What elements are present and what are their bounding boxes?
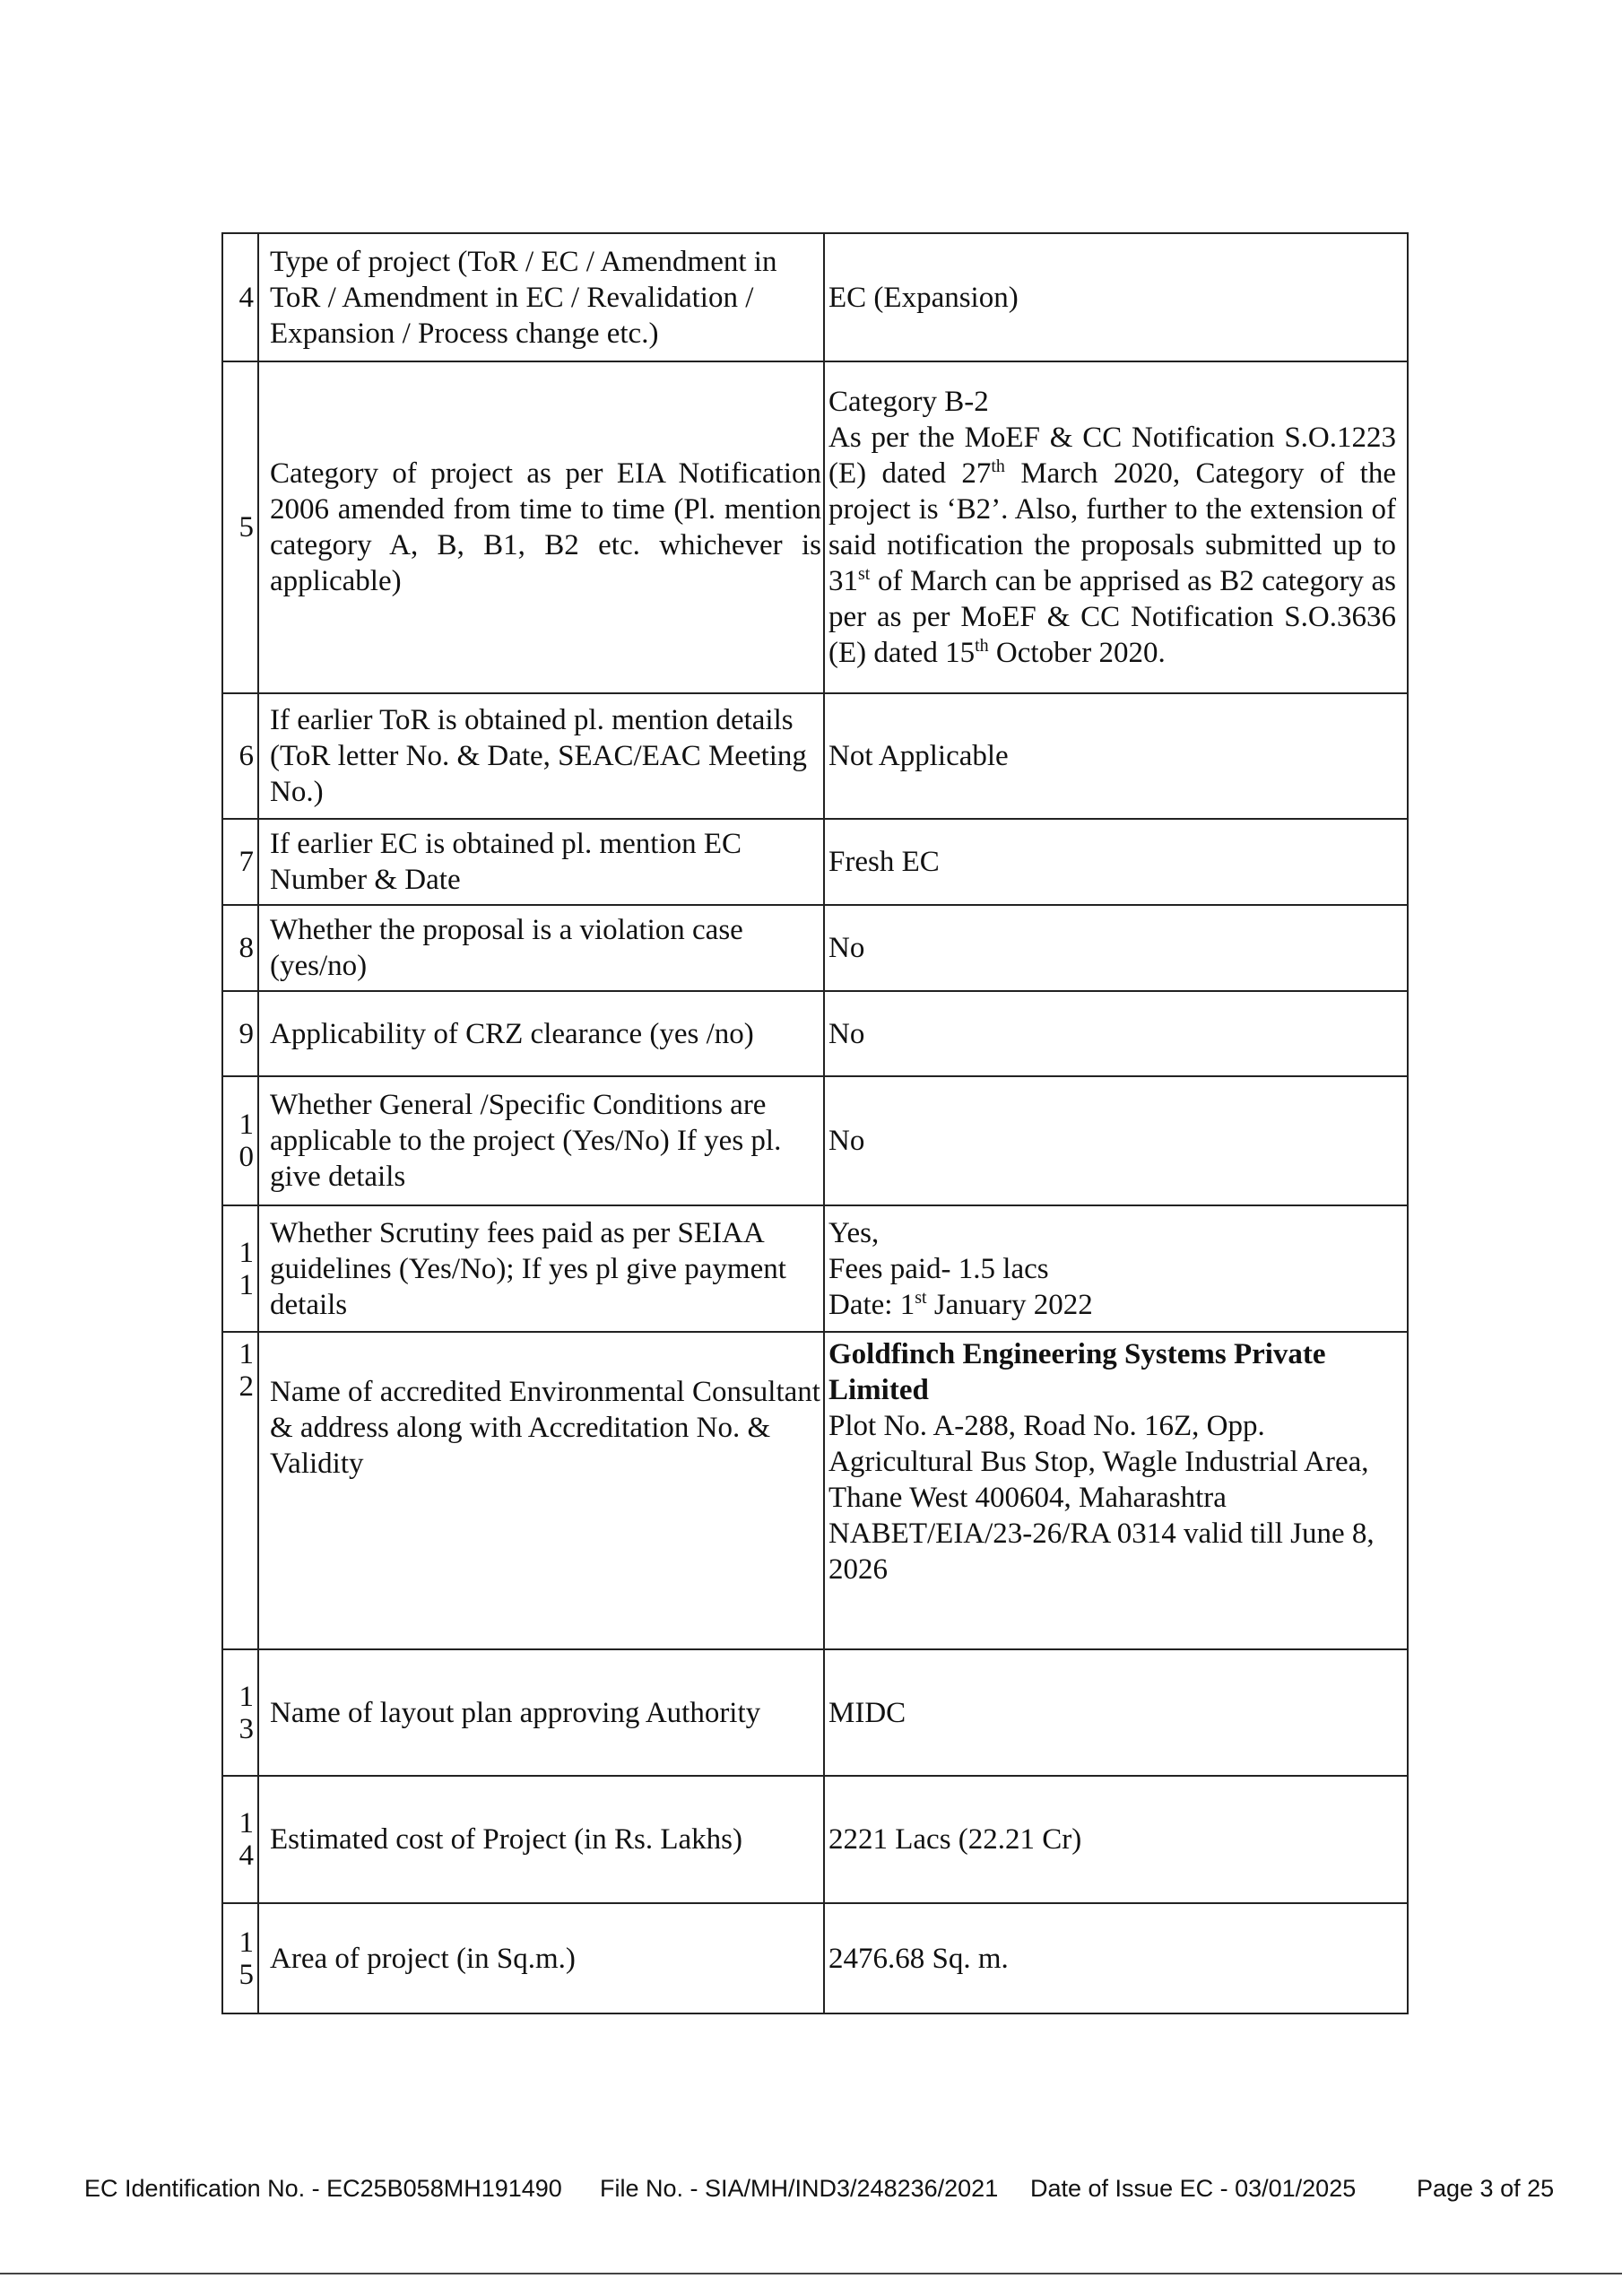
- table-row: [222, 1076, 1408, 1205]
- row-answer: No: [824, 1076, 1408, 1205]
- row-number: 5: [222, 361, 258, 693]
- table-row: [222, 1332, 1408, 1649]
- row-answer: [824, 1205, 1408, 1332]
- ordinal-suffix: th: [991, 457, 1005, 476]
- table-row: [222, 361, 1408, 693]
- table-row: [222, 233, 1408, 361]
- row-question: Area of project (in Sq.m.): [258, 1903, 824, 2013]
- ec-identification: EC Identification No. - EC25B058MH191490: [84, 2175, 562, 2202]
- details-table: [221, 232, 1409, 2014]
- row-question: Name of accredited Environmental Consultant & address along with Accreditation No. & Validity: [258, 1332, 824, 1649]
- row-number: 7: [222, 819, 258, 905]
- fees-date: Date: 1st January 2022: [828, 1287, 1093, 1321]
- consultant-name: Goldfinch Engineering Systems Private Limited: [828, 1338, 1326, 1406]
- row-answer: EC (Expansion): [824, 233, 1408, 361]
- answer-text: March 2020, Category of the project is ‘B2’. Also, further to the extension of said notification the proposals submitted up to 31: [828, 457, 1396, 597]
- table-row: [222, 1776, 1408, 1903]
- row-number: 9: [222, 991, 258, 1076]
- row-question: Type of project (ToR / EC / Amendment in ToR / Amendment in EC / Revalidation / Expansion / Process change etc.): [258, 233, 824, 361]
- table-row: [222, 1205, 1408, 1332]
- row-question: Whether the proposal is a violation case (yes/no): [258, 905, 824, 991]
- issue-date: Date of Issue EC - 03/01/2025: [1030, 2175, 1357, 2202]
- row-question: If earlier EC is obtained pl. mention EC Number & Date: [258, 819, 824, 905]
- row-question: If earlier ToR is obtained pl. mention details (ToR letter No. & Date, SEAC/EAC Meeting No.): [258, 693, 824, 819]
- row-question: Applicability of CRZ clearance (yes /no): [258, 991, 824, 1076]
- row-number: 8: [222, 905, 258, 991]
- answer-text: October 2020.: [988, 637, 1166, 669]
- row-number: 1 4: [222, 1776, 258, 1903]
- table-row: [222, 819, 1408, 905]
- row-number: 1 2: [222, 1332, 258, 1649]
- row-number: 4: [222, 233, 258, 361]
- consultant-address: Plot No. A-288, Road No. 16Z, Opp. Agricultural Bus Stop, Wagle Industrial Area, Thane West 400604, Maharashtra: [828, 1410, 1369, 1514]
- row-question: Name of layout plan approving Authority: [258, 1649, 824, 1776]
- answer-text: As per the MoEF & CC Notification S.O.1223 (E) dated 27: [828, 422, 1396, 490]
- ordinal-suffix: th: [975, 636, 989, 656]
- row-question: Whether General /Specific Conditions are applicable to the project (Yes/No) If yes pl. give details: [258, 1076, 824, 1205]
- table-row: [222, 1903, 1408, 2013]
- row-answer: [824, 361, 1408, 693]
- row-answer: 2221 Lacs (22.21 Cr): [824, 1776, 1408, 1903]
- fees-status: Yes,: [828, 1216, 880, 1249]
- table-row: [222, 1649, 1408, 1776]
- row-answer: MIDC: [824, 1649, 1408, 1776]
- row-question: Category of project as per EIA Notification 2006 amended from time to time (Pl. mention category A, B, B1, B2 etc. whichever is applicable): [258, 361, 824, 693]
- row-answer: 2476.68 Sq. m.: [824, 1903, 1408, 2013]
- table-row: [222, 991, 1408, 1076]
- row-number: 1 1: [222, 1205, 258, 1332]
- bottom-divider: [0, 2273, 1622, 2274]
- category-line: Category B-2: [828, 386, 989, 418]
- row-question: Estimated cost of Project (in Rs. Lakhs): [258, 1776, 824, 1903]
- ordinal-suffix: st: [915, 1287, 927, 1308]
- row-answer: No: [824, 905, 1408, 991]
- accreditation-number: NABET/EIA/23-26/RA 0314 valid till June 8, 2026: [828, 1518, 1375, 1586]
- page-number: Page 3 of 25: [1417, 2175, 1555, 2202]
- row-answer: Fresh EC: [824, 819, 1408, 905]
- row-question: Whether Scrutiny fees paid as per SEIAA guidelines (Yes/No); If yes pl give payment details: [258, 1205, 824, 1332]
- row-answer: Not Applicable: [824, 693, 1408, 819]
- row-answer: [824, 1332, 1408, 1649]
- ordinal-suffix: st: [858, 564, 871, 584]
- row-number: 1 5: [222, 1903, 258, 2013]
- row-number: 1 0: [222, 1076, 258, 1205]
- answer-text: of March can be apprised as B2 category as per as per MoEF & CC Notification S.O.3636 (E) dated 15: [828, 565, 1396, 669]
- row-answer: No: [824, 991, 1408, 1076]
- row-number: 6: [222, 693, 258, 819]
- table-row: [222, 905, 1408, 991]
- row-number: 1 3: [222, 1649, 258, 1776]
- file-number: File No. - SIA/MH/IND3/248236/2021: [600, 2175, 999, 2202]
- fees-amount: Fees paid- 1.5 lacs: [828, 1252, 1049, 1285]
- table-row: [222, 693, 1408, 819]
